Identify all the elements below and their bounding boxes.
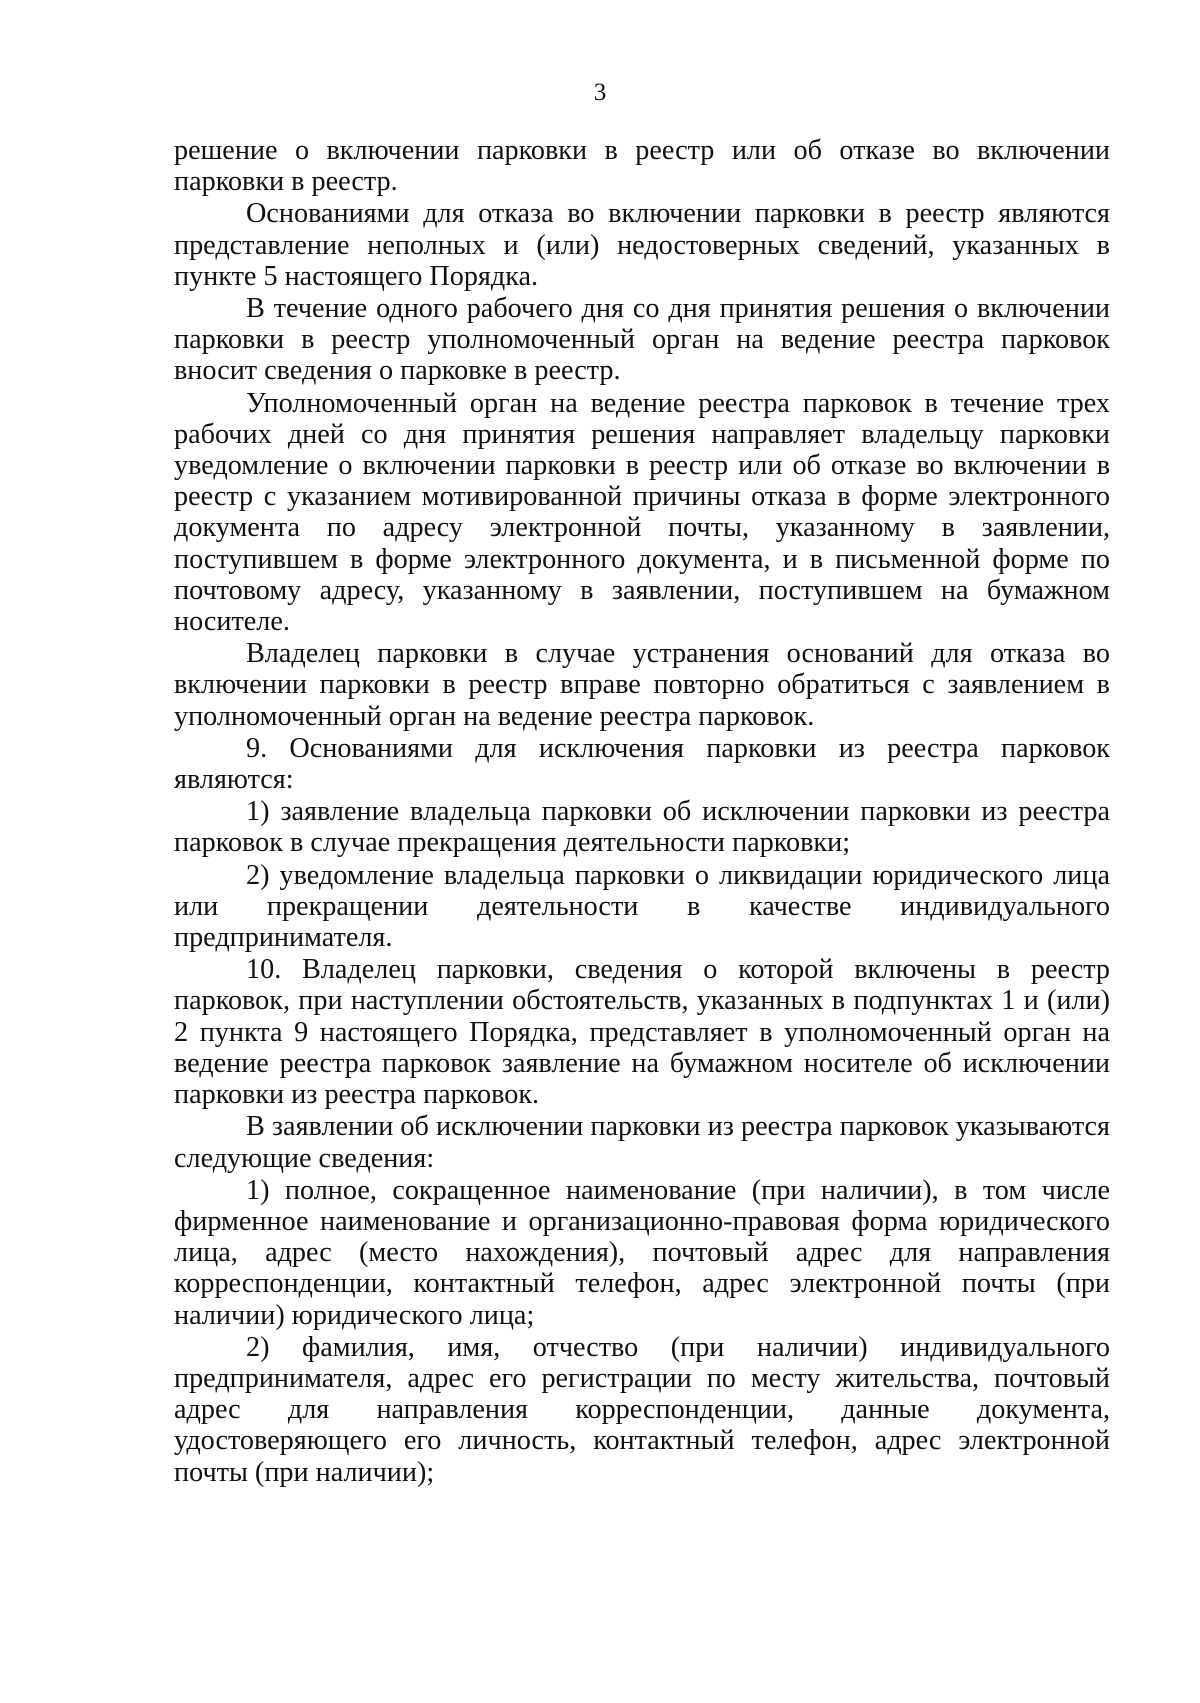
page-number: 3 xyxy=(593,79,607,106)
paragraph: 10. Владелец парковки, сведения о которой включены в реестр парковок, при наступлении обстоятельств, указанных в подпунктах 1 и (или) 2 пункта 9 настоящего Порядка, представляет в уполномоченный орган на ведение реестра парковок заявление на бумажном носителе об исключении парковки из реестра парковок. xyxy=(174,954,1110,1111)
list-item: 1) заявление владельца парковки об исключении парковки из реестра парковок в случае прекращения деятельности парковки; xyxy=(174,796,1110,859)
paragraph: 9. Основаниями для исключения парковки из реестра парковок являются: xyxy=(174,732,1110,796)
paragraph: В заявлении об исключении парковки из реестра парковок указываются следующие сведения: xyxy=(174,1111,1110,1174)
list-item: 1) полное, сокращенное наименование (при наличии), в том числе фирменное наименование и организационно-правовая форма юридического лица, адрес (место нахождения), почтовый адрес для направления корреспонденции, контактный телефон, адрес электронной почты (при наличии) юридического лица; xyxy=(174,1174,1110,1331)
document-body xyxy=(174,135,1110,1488)
list-item: 2) фамилия, имя, отчество (при наличии) индивидуального предпринимателя, адрес его регистрации по месту жительства, почтовый адрес для направления корреспонденции, данные документа, удостоверяющего его личность, контактный телефон, адрес электронной почты (при наличии); xyxy=(174,1331,1110,1488)
list-item: 2) уведомление владельца парковки о ликвидации юридического лица или прекращении деятельности в качестве индивидуального предпринимателя. xyxy=(174,859,1110,954)
paragraph: Уполномоченный орган на ведение реестра парковок в течение трех рабочих дней со дня принятия решения направляет владельцу парковки уведомление о включении парковки в реестр или об отказе во включении в реестр с указанием мотивированной причины отказа в форме электронного документа по адресу электронной почты, указанному в заявлении, поступившем в форме электронного документа, и в письменной форме по почтовому адресу, указанному в заявлении, поступившем на бумажном носителе. xyxy=(174,387,1110,638)
paragraph: Владелец парковки в случае устранения оснований для отказа во включении парковки в реестр вправе повторно обратиться с заявлением в уполномоченный орган на ведение реестра парковок. xyxy=(174,638,1110,732)
paragraph: Основаниями для отказа во включении парковки в реестр являются представление неполных и (или) недостоверных сведений, указанных в пункте 5 настоящего Порядка. xyxy=(174,198,1110,292)
paragraph: В течение одного рабочего дня со дня принятия решения о включении парковки в реестр уполномоченный орган на ведение реестра парковок вносит сведения о парковке в реестр. xyxy=(174,293,1110,387)
paragraph: решение о включении парковки в реестр или об отказе во включении парковки в реестр. xyxy=(174,135,1110,198)
